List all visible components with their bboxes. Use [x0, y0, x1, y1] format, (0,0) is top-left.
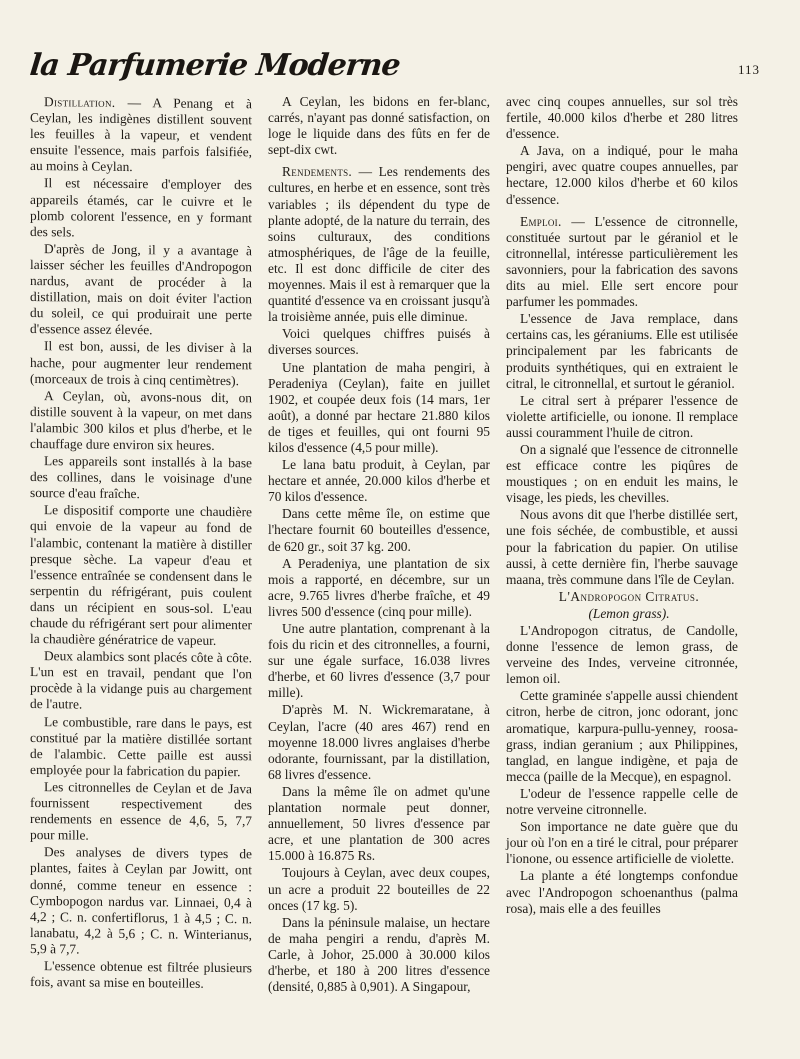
text-column-2 — [268, 94, 490, 996]
text-column-1 — [30, 94, 252, 993]
paragraph — [506, 214, 738, 311]
paragraph: Les citronnelles de Ceylan et de Java fournissent respectivement des rendements en essence de 4,6, 5, 7,7 pour mille. — [30, 779, 252, 843]
paragraph: D'après M. N. Wickremaratane, à Ceylan, l'acre (40 ares 467) rend en moyenne 18.000 livres anglaises d'herbe odorante, fournissant, par la distillation, 68 livres d'essence. — [268, 702, 490, 782]
paragraph: L'Andropogon citratus, de Candolle, donne l'essence de lemon grass, de verveine des Indes, verveine citronnée, lemon oil. — [506, 623, 738, 687]
paragraph: Nous avons dit que l'herbe distillée sert, une fois séchée, de combustible, et aussi pour la fabrication du papier. On utilise aussi, à cette dernière fin, l'herbe sauvage maana, très commune dans l'île de Ceylan. — [506, 507, 738, 587]
paragraph: A Peradeniya, une plantation de six mois a rapporté, en décembre, sur un acre, 9.765 livres d'herbe fraîche, et 49 livres 500 d'essence (cinq pour mille). — [268, 555, 490, 619]
paragraph: Son importance ne date guère que du jour où l'on en a tiré le citral, pour préparer l'ionone, ou essence artificielle de violette. — [506, 819, 738, 867]
paragraph: Des analyses de divers types de plantes, faites à Ceylan par Jowitt, ont donné, comme teneur en essence : Cymbopogon nardus var. Linnaei, 0,4 à 4,2 ; C. n. confertiflorus, 1 à 4,5 ; C. n. lanabatu, 4,2 à 5,6 ; C. n. Winterianus, 5,9 à 7,7. — [30, 844, 252, 957]
paragraph: Voici quelques chiffres puisés à diverses sources. — [268, 326, 490, 358]
paragraph: On a signalé que l'essence de citronnelle est efficace contre les piqûres de moustiques ; on en enduit les mains, le visage, les pieds, les chevilles. — [506, 441, 738, 506]
paragraph: Le lana batu produit, à Ceylan, par hectare et année, 20.000 kilos d'herbe et 70 kilos d'essence. — [268, 457, 490, 505]
paragraph: Une autre plantation, comprenant à la fois du ricin et des citronnelles, a fourni, sur une égale surface, 16.038 livres d'herbe, et 60 livres d'essence (3,7 pour mille). — [268, 621, 490, 701]
paragraph — [268, 164, 490, 325]
paragraph: Les appareils sont installés à la base des collines, dans le voisinage d'une source d'eau fraîche. — [30, 453, 252, 502]
paragraph-text: Les rendements des cultures, en herbe et en essence, sont très variables ; ils dépendent du type de plante adopté, de la nature du terrain, des soins culturaux, des conditions atmosphériques, de l'âge de la feuille, etc. Il est donc difficile de citer des moyennes. Mais il est à remarquer que la quantité d'essence va en croissant jusqu'à la troisième année, puis elle diminue. — [268, 164, 490, 325]
paragraph: Le dispositif comporte une chaudière qui envoie de la vapeur au fond de l'alambic, contenant la matière à distiller presque sèche. La vapeur d'eau et l'essence entraînée se condensent dans le serpentin du réfrigérant, puis coulent dans un récipient en sous-sol. L'eau chaude du réfrigérant sert pour alimenter la chaudière génératrice de vapeur. — [30, 502, 252, 649]
section-heading: L'Andropogon Citratus. — [558, 588, 700, 604]
paragraph: A Ceylan, où, avons-nous dit, on distille souvent à la vapeur, on met dans l'alambic 300 kilos et plus d'herbe, et le chauffage dure environ six heures. — [30, 387, 252, 453]
paragraph: avec cinq coupes annuelles, sur sol très fertile, 40.000 kilos d'herbe et 280 litres d'essence. — [506, 94, 738, 142]
paragraph: L'essence obtenue est filtrée plusieurs fois, avant sa mise en bouteilles. — [30, 958, 252, 991]
paragraph: Deux alambics sont placés côte à côte. L'un est en travail, pendant que l'on procède à la vidange puis au chargement de l'autre. — [30, 648, 252, 713]
paragraph: Cette graminée s'appelle aussi chiendent citron, herbe de citron, jonc odorant, jonc aromatique, karpura-pullu-yenney, roosa-grass, indian geranium ; aux Philippines, tanglad, en langue indigène, et paja de mecca (paille de la Mecque), en espagnol. — [506, 688, 738, 784]
section-lead-emploi: Emploi. — — [520, 213, 586, 229]
paragraph: Dans la péninsule malaise, un hectare de maha pengiri a rendu, d'après M. Carle, à Johor, 25.000 à 30.000 kilos d'herbe, et 180 à 200 litres d'essence (densité, 0,885 à 0,901). A Singapour, — [268, 914, 490, 995]
page-number: 113 — [737, 62, 760, 77]
paragraph: Toujours à Ceylan, avec deux coupes, un acre a produit 22 bouteilles de 22 onces (17 kg. 5). — [268, 865, 490, 913]
paragraph: A Java, on a indiqué, pour le maha pengiri, avec quatre coupes annuelles, par hectare, 12.000 kilos d'herbe et 60 kilos d'essence. — [506, 143, 738, 207]
section-lead-distillation: Distillation. — — [44, 94, 142, 111]
paragraph: D'après de Jong, il y a avantage à laisser sécher les feuilles d'Andropogon nardus, avant de procéder à la distillation, mais on doit éviter l'action du soleil, ce qui produirait une perte d'essence assez élevée. — [30, 240, 252, 338]
text-column-3 — [506, 94, 738, 918]
paragraph: Il est nécessaire d'employer des appareils étamés, car le cuivre et le plomb colorent l'essence, en y formant des sels. — [30, 175, 252, 240]
paragraph: A Ceylan, les bidons en fer-blanc, carrés, n'ayant pas donné satisfaction, on loge le liquide dans des fûts en fer de sept-dix cwt. — [268, 94, 490, 158]
paragraph: L'essence de Java remplace, dans certains cas, les géraniums. Elle est utilisée principalement par les fabricants de produits synthétiques, qui en extraient le citral, le citronnellal, et surtout le géraniol. — [506, 311, 738, 391]
masthead-logo: la Parfumerie Moderne — [28, 48, 402, 83]
paragraph: Dans cette même île, on estime que l'hectare fournit 60 bouteilles d'essence, de 620 gr., soit 37 kg. 200. — [268, 506, 490, 554]
section-lead-rendements: Rendements. — — [282, 164, 373, 180]
paragraph: L'odeur de l'essence rappelle celle de notre verveine citronnelle. — [506, 785, 738, 818]
paragraph: Le combustible, rare dans le pays, est constitué par la matière distillée sortant de l'alambic. Cette paille est aussi employée pour la fabrication du papier. — [30, 713, 252, 780]
paragraph: Une plantation de maha pengiri, à Peradeniya (Ceylan), faite en juillet 1902, et coupée deux fois (14 mars, 1er août), a donné par hectare 21.880 kilos de tiges et feuilles, qui ont fourni 95 kilos d'essence (4,5 pour mille). — [268, 359, 490, 455]
paragraph-text: A Penang et à Ceylan, les indigènes distillent souvent les feuilles à la vapeur, et vendent ensuite l'essence, mais parfois falsifiée, au moins à Ceylan. — [30, 95, 253, 175]
paragraph: Le citral sert à préparer l'essence de violette artificielle, ou ionone. Il remplace aussi couramment l'huile de citron. — [506, 392, 738, 440]
page-header — [30, 48, 760, 98]
section-subheading: (Lemon grass). — [588, 605, 670, 621]
paragraph-text: L'essence de citronnelle, constituée surtout par le géraniol et le citronnellal, intéresse particulièrement les savonniers, pour la fabrication des savons dits au miel. Elle sert encore pour parfumer les pommades. — [506, 213, 738, 310]
paragraph: Dans la même île on admet qu'une plantation normale peut donner, annuellement, 50 livres d'essence par acre, et une plantation de 300 acres 15.000 à 16.875 Rs. — [268, 783, 490, 864]
paragraph: La plante a été longtemps confondue avec l'Andropogon schoenanthus (palma rosa), mais elle a des feuilles — [506, 868, 738, 916]
paragraph — [30, 94, 252, 177]
paragraph: Il est bon, aussi, de les diviser à la hache, pour augmenter leur rendement (morceaux de trois à cinq centimètres). — [30, 338, 252, 388]
